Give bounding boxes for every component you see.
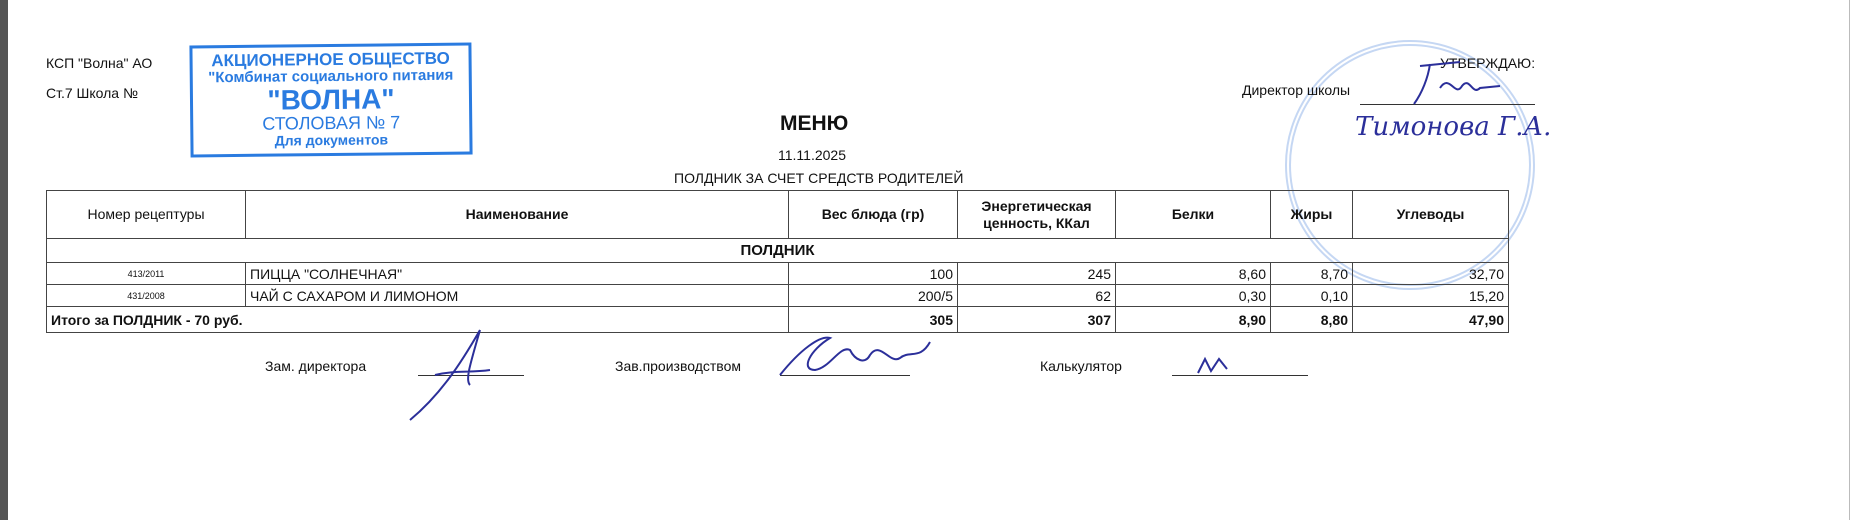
- recipe-cell: 431/2008: [47, 285, 246, 307]
- deputy-label: Зам. директора: [265, 358, 367, 374]
- fat-cell: 0,10: [1271, 285, 1353, 307]
- total-weight: 305: [789, 307, 958, 333]
- total-energy: 307: [958, 307, 1116, 333]
- table-row: [47, 263, 1509, 285]
- recipe-cell: 413/2011: [47, 263, 246, 285]
- total-carbs: 47,90: [1353, 307, 1509, 333]
- energy-cell: 62: [958, 285, 1116, 307]
- approve-label: УТВЕРЖДАЮ:: [1440, 55, 1536, 71]
- stamp-line: АКЦИОНЕРНОЕ ОБЩЕСТВО: [211, 48, 450, 71]
- page-title: МЕНЮ: [780, 112, 849, 135]
- header-protein: Белки: [1116, 191, 1271, 239]
- carbs-cell: 32,70: [1353, 263, 1509, 285]
- total-fat: 8,80: [1271, 307, 1353, 333]
- production-signature: [770, 330, 940, 380]
- calculator-signature-line: [1172, 375, 1308, 376]
- total-row: [47, 307, 1509, 333]
- weight-cell: 100: [789, 263, 958, 285]
- header-weight: Вес блюда (гр): [789, 191, 958, 239]
- header-recipe: Номер рецептуры: [47, 191, 246, 239]
- menu-date: 11.11.2025: [778, 147, 846, 163]
- name-cell: ЧАЙ С САХАРОМ И ЛИМОНОМ: [246, 285, 789, 307]
- carbs-cell: 15,20: [1353, 285, 1509, 307]
- menu-table: [46, 190, 1509, 333]
- stamp-line: "Комбинат социального питания: [208, 66, 454, 87]
- total-label: Итого за ПОЛДНИК - 70 руб.: [47, 307, 789, 333]
- fat-cell: 8,70: [1271, 263, 1353, 285]
- protein-cell: 8,60: [1116, 263, 1271, 285]
- director-name-handwritten: Тимонова Г.А.: [1355, 112, 1552, 142]
- section-row: [47, 239, 1509, 263]
- header-fat: Жиры: [1271, 191, 1353, 239]
- stamp-line: Для документов: [274, 131, 389, 149]
- header-carbs: Углеводы: [1353, 191, 1509, 239]
- org-name: КСП "Волна" АО: [46, 55, 153, 71]
- section-label: ПОЛДНИК: [47, 239, 1509, 263]
- production-label: Зав.производством: [615, 358, 741, 374]
- deputy-signature: [400, 325, 500, 425]
- table-row: [47, 285, 1509, 307]
- header-energy: Энергетическая ценность, ККал: [958, 191, 1116, 239]
- weight-cell: 200/5: [789, 285, 958, 307]
- total-protein: 8,90: [1116, 307, 1271, 333]
- protein-cell: 0,30: [1116, 285, 1271, 307]
- name-cell: ПИЦЦА "СОЛНЕЧНАЯ": [246, 263, 789, 285]
- page-edge: [1849, 0, 1850, 520]
- calculator-label: Калькулятор: [1040, 358, 1122, 374]
- stamp-line: СТОЛОВАЯ № 7: [262, 112, 401, 134]
- menu-subtitle: ПОЛДНИК ЗА СЧЕТ СРЕДСТВ РОДИТЕЛЕЙ: [674, 170, 964, 186]
- calculator-signature: [1195, 355, 1235, 375]
- header-name: Наименование: [246, 191, 789, 239]
- table-header-row: [47, 191, 1509, 239]
- viewer-left-edge: [0, 0, 8, 520]
- stamp-line: "ВОЛНА": [267, 82, 395, 116]
- school-number: Ст.7 Школа №: [46, 85, 138, 101]
- energy-cell: 245: [958, 263, 1116, 285]
- director-signature: [1400, 58, 1510, 108]
- organization-stamp: [189, 43, 472, 158]
- director-label: Директор школы: [1242, 82, 1351, 98]
